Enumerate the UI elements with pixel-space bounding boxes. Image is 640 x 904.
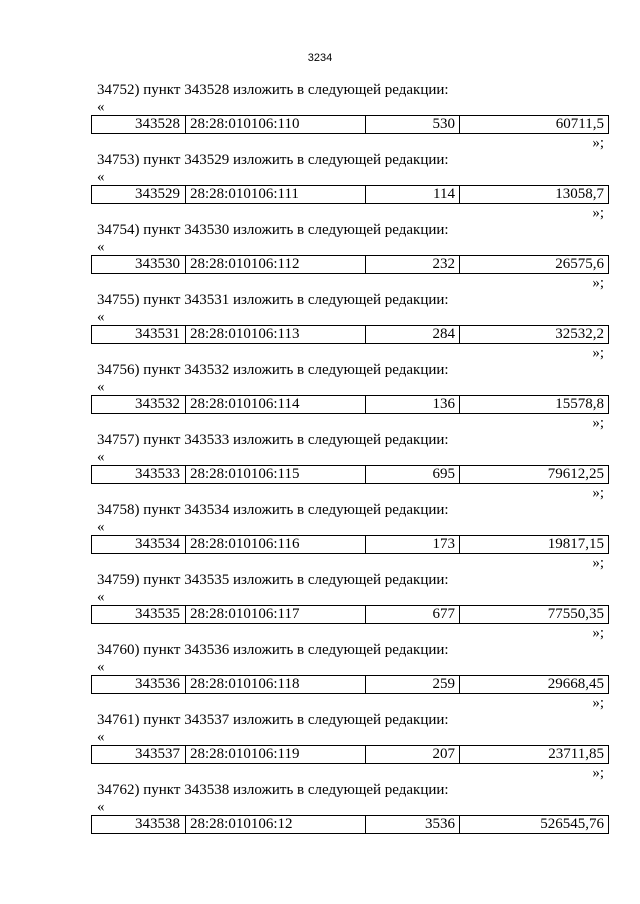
closing-quote-mark: »; bbox=[592, 205, 604, 221]
value-cell: 526545,76 bbox=[540, 816, 604, 832]
item-number-cell: 343529 bbox=[92, 186, 186, 203]
area-cell: 530 bbox=[366, 116, 460, 133]
area-cell: 695 bbox=[366, 466, 460, 483]
page-number: 3234 bbox=[307, 52, 333, 64]
amendment-entry bbox=[0, 431, 640, 501]
amendment-heading: 34761) пункт 343537 изложить в следующей редакции: bbox=[97, 712, 449, 728]
item-number-cell: 343530 bbox=[92, 256, 186, 273]
area-cell: 136 bbox=[366, 396, 460, 413]
table-row bbox=[91, 465, 609, 484]
cadastral-number-cell: 28:28:010106:112 bbox=[186, 256, 366, 273]
opening-quote-mark: « bbox=[97, 239, 105, 255]
area-cell: 677 bbox=[366, 606, 460, 623]
cadastral-number-cell: 28:28:010106:110 bbox=[186, 116, 366, 133]
cadastral-number-cell: 28:28:010106:115 bbox=[186, 466, 366, 483]
closing-quote-mark: »; bbox=[592, 135, 604, 151]
amendment-heading: 34760) пункт 343536 изложить в следующей редакции: bbox=[97, 642, 449, 658]
table-row bbox=[91, 535, 609, 554]
cadastral-number-cell: 28:28:010106:12 bbox=[186, 816, 366, 833]
table-row bbox=[91, 605, 609, 624]
amendment-heading: 34758) пункт 343534 изложить в следующей редакции: bbox=[97, 502, 449, 518]
amendment-entry bbox=[0, 781, 640, 851]
table-row bbox=[91, 115, 609, 134]
amendment-entry bbox=[0, 81, 640, 151]
cadastral-number-cell: 28:28:010106:113 bbox=[186, 326, 366, 343]
value-cell: 13058,7 bbox=[555, 186, 604, 202]
cadastral-number-cell: 28:28:010106:116 bbox=[186, 536, 366, 553]
amendment-heading: 34756) пункт 343532 изложить в следующей редакции: bbox=[97, 362, 449, 378]
area-cell: 173 bbox=[366, 536, 460, 553]
item-number-cell: 343537 bbox=[92, 746, 186, 763]
value-cell: 77550,35 bbox=[547, 606, 604, 622]
item-number-cell: 343532 bbox=[92, 396, 186, 413]
area-cell: 114 bbox=[366, 186, 460, 203]
area-cell: 259 bbox=[366, 676, 460, 693]
amendment-entry bbox=[0, 151, 640, 221]
amendment-entry bbox=[0, 361, 640, 431]
value-cell: 79612,25 bbox=[547, 466, 604, 482]
cadastral-number-cell: 28:28:010106:119 bbox=[186, 746, 366, 763]
table-row bbox=[91, 675, 609, 694]
opening-quote-mark: « bbox=[97, 659, 105, 675]
table-row bbox=[91, 255, 609, 274]
item-number-cell: 343533 bbox=[92, 466, 186, 483]
value-cell: 26575,6 bbox=[555, 256, 604, 272]
closing-quote-mark: »; bbox=[592, 415, 604, 431]
amendment-entry bbox=[0, 291, 640, 361]
value-cell: 23711,85 bbox=[548, 746, 604, 762]
opening-quote-mark: « bbox=[97, 379, 105, 395]
item-number-cell: 343538 bbox=[92, 816, 186, 833]
amendment-heading: 34753) пункт 343529 изложить в следующей редакции: bbox=[97, 152, 449, 168]
amendment-entry bbox=[0, 711, 640, 781]
cadastral-number-cell: 28:28:010106:117 bbox=[186, 606, 366, 623]
amendment-heading: 34759) пункт 343535 изложить в следующей редакции: bbox=[97, 572, 449, 588]
amendment-heading: 34754) пункт 343530 изложить в следующей редакции: bbox=[97, 222, 449, 238]
area-cell: 232 bbox=[366, 256, 460, 273]
table-row bbox=[91, 185, 609, 204]
cadastral-number-cell: 28:28:010106:118 bbox=[186, 676, 366, 693]
area-cell: 284 bbox=[366, 326, 460, 343]
closing-quote-mark: »; bbox=[592, 275, 604, 291]
opening-quote-mark: « bbox=[97, 519, 105, 535]
amendment-heading: 34762) пункт 343538 изложить в следующей редакции: bbox=[97, 782, 449, 798]
item-number-cell: 343534 bbox=[92, 536, 186, 553]
amendment-entry bbox=[0, 221, 640, 291]
area-cell: 3536 bbox=[366, 816, 460, 833]
item-number-cell: 343536 bbox=[92, 676, 186, 693]
item-number-cell: 343531 bbox=[92, 326, 186, 343]
amendment-entry bbox=[0, 571, 640, 641]
opening-quote-mark: « bbox=[97, 449, 105, 465]
closing-quote-mark: »; bbox=[592, 625, 604, 641]
amendment-heading: 34755) пункт 343531 изложить в следующей редакции: bbox=[97, 292, 449, 308]
cadastral-number-cell: 28:28:010106:111 bbox=[186, 186, 366, 203]
value-cell: 19817,15 bbox=[547, 536, 604, 552]
opening-quote-mark: « bbox=[97, 799, 105, 815]
area-cell: 207 bbox=[366, 746, 460, 763]
opening-quote-mark: « bbox=[97, 589, 105, 605]
amendment-list bbox=[0, 81, 640, 851]
value-cell: 29668,45 bbox=[547, 676, 604, 692]
opening-quote-mark: « bbox=[97, 99, 105, 115]
closing-quote-mark: »; bbox=[592, 345, 604, 361]
opening-quote-mark: « bbox=[97, 729, 105, 745]
closing-quote-mark: »; bbox=[592, 555, 604, 571]
value-cell: 60711,5 bbox=[555, 116, 604, 132]
amendment-heading: 34752) пункт 343528 изложить в следующей редакции: bbox=[97, 82, 449, 98]
closing-quote-mark: »; bbox=[592, 765, 604, 781]
item-number-cell: 343528 bbox=[92, 116, 186, 133]
value-cell: 32532,2 bbox=[555, 326, 604, 342]
table-row bbox=[91, 815, 609, 834]
table-row bbox=[91, 325, 609, 344]
table-row bbox=[91, 395, 609, 414]
closing-quote-mark: »; bbox=[592, 695, 604, 711]
table-row bbox=[91, 745, 609, 764]
item-number-cell: 343535 bbox=[92, 606, 186, 623]
amendment-entry bbox=[0, 641, 640, 711]
closing-quote-mark: »; bbox=[592, 485, 604, 501]
amendment-heading: 34757) пункт 343533 изложить в следующей редакции: bbox=[97, 432, 449, 448]
value-cell: 15578,8 bbox=[555, 396, 604, 412]
opening-quote-mark: « bbox=[97, 309, 105, 325]
opening-quote-mark: « bbox=[97, 169, 105, 185]
cadastral-number-cell: 28:28:010106:114 bbox=[186, 396, 366, 413]
amendment-entry bbox=[0, 501, 640, 571]
